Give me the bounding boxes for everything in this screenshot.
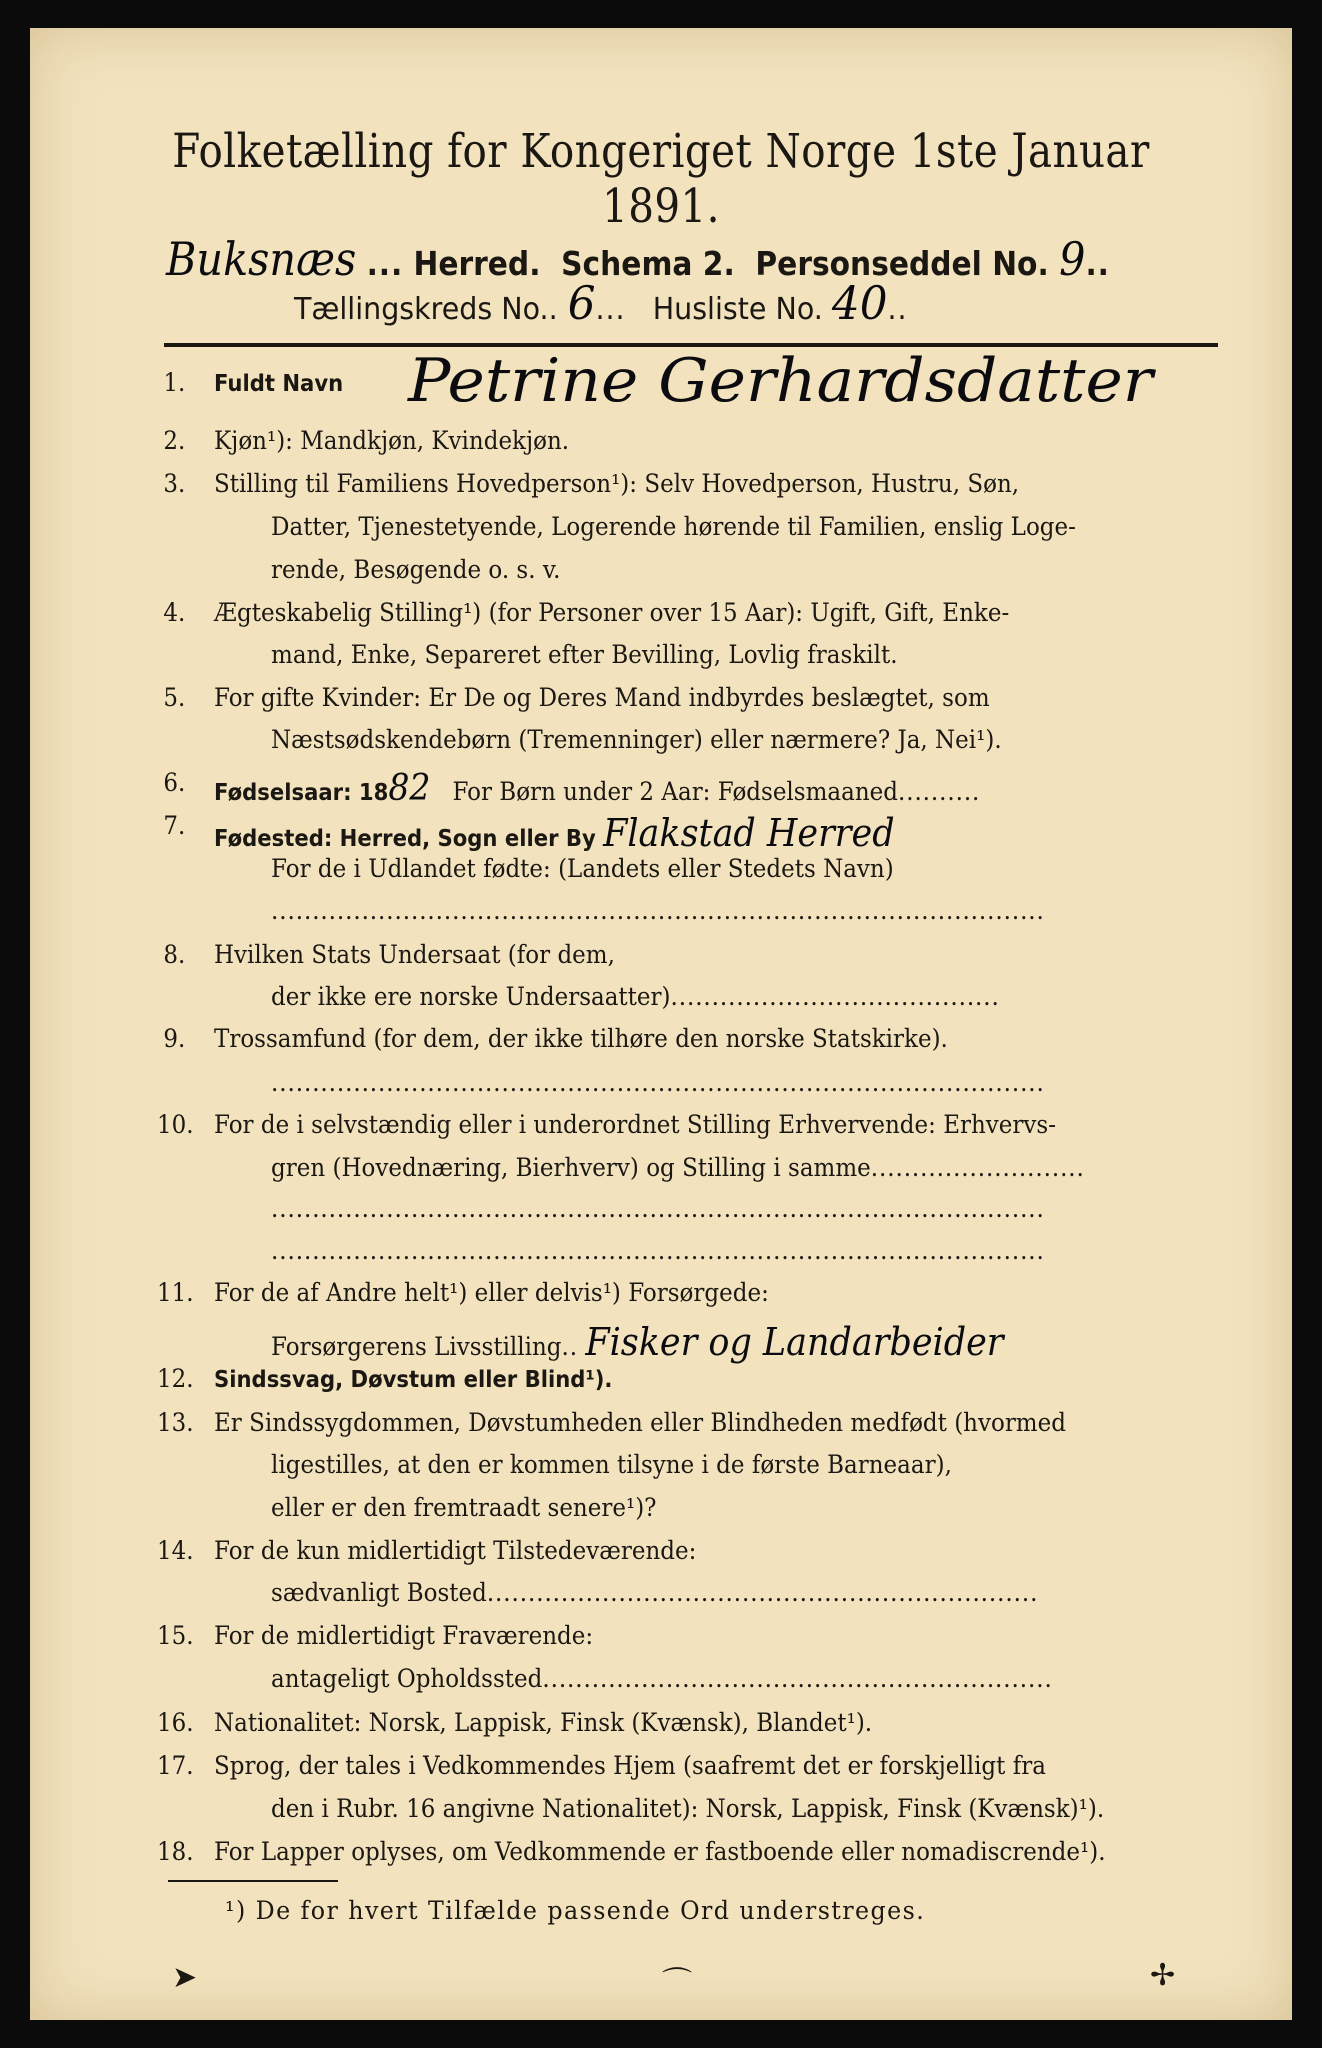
q5-text: For gifte Kvinder: Er De og Deres Mand indbyrdes beslægtet, som (214, 683, 990, 712)
husliste-label: Husliste No. (652, 292, 823, 327)
q9-number: 9. (163, 1024, 186, 1053)
q11-text: For de af Andre helt¹) eller delvis¹) Forsørgede: (214, 1278, 769, 1307)
q11-number: 11. (156, 1278, 194, 1307)
q11-line2: Forsørgerens Livsstilling (271, 1332, 562, 1361)
q7-label: Fødested: Herred, Sogn eller By (214, 826, 596, 852)
q3-line2: Datter, Tjenestetyende, Logerende hørende til Familien, enslig Loge- (271, 512, 1076, 541)
q3-number: 3. (163, 469, 186, 498)
q7-dotted-line: .............................................................................................. (271, 896, 1045, 925)
personseddel-label: Personseddel No. (755, 244, 1049, 283)
q5-line2: Næstsødskendebørn (Tremenninger) eller nærmere? Ja, Nei¹). (271, 725, 1002, 754)
husliste-value: 40 (831, 276, 888, 330)
footnote-rule (168, 1880, 338, 1882)
q13-line3: eller er den fremtraadt senere¹)? (271, 1493, 657, 1522)
q9-dotted-line: .............................................................................................. (271, 1068, 1045, 1097)
q16-text: Nationalitet: Norsk, Lappisk, Finsk (Kvænsk), Blandet¹). (214, 1708, 873, 1737)
birth-year-handwritten: 82 (388, 768, 431, 809)
q3-text: Stilling til Familiens Hovedperson¹): Selv Hovedperson, Hustru, Søn, (214, 469, 1020, 498)
corner-mark-right-icon: ✢ (1150, 1958, 1176, 1993)
footnote: ¹) De for hvert Tilfælde passende Ord understreges. (225, 1896, 926, 1925)
personseddel-value: 9 (1059, 232, 1086, 286)
corner-mark-center-icon: ⌒ (662, 1966, 692, 2001)
q15-text: For de midlertidigt Fraværende: (214, 1621, 594, 1650)
q8-text: Hvilken Stats Undersaat (for dem, (214, 940, 615, 969)
q17-line2: den i Rubr. 16 angivne Nationalitet): Norsk, Lappisk, Finsk (Kvænsk)¹). (271, 1794, 1105, 1823)
q16-number: 16. (156, 1708, 194, 1737)
header-line: Buksnæs ... Herred. Schema 2. Personseddel No. 9.. (166, 232, 1110, 286)
q1-number: 1. (163, 368, 186, 397)
kreds-line: Tællingskreds No.. 6... Husliste No. 40.. (294, 276, 908, 330)
form-title: Folketælling for Kongeriget Norge 1ste Januar 1891. (172, 124, 1150, 234)
birthplace-handwritten: Flakstad Herred (603, 811, 895, 855)
q4-number: 4. (163, 598, 186, 627)
q18-number: 18. (156, 1837, 194, 1866)
municipality-handwritten: Buksnæs (166, 232, 357, 286)
q13-text: Er Sindssygdommen, Døvstumheden eller Blindheden medfødt (hvormed (214, 1408, 1066, 1437)
q1-label: Fuldt Navn (214, 371, 344, 397)
q14-text: For de kun midlertidigt Tilstedeværende: (214, 1536, 697, 1565)
q10-dotted-line-2: .............................................................................................. (271, 1236, 1045, 1265)
kreds-label: Tællingskreds No. (294, 292, 549, 327)
q10-number: 10. (156, 1110, 194, 1139)
q4-text: Ægteskabelig Stilling¹) (for Personer over 15 Aar): Ugift, Gift, Enke- (214, 598, 1010, 627)
q8-line2: der ikke ere norske Undersaatter) (271, 982, 671, 1011)
q2-text: Kjøn¹): Mandkjøn, Kvindekjøn. (214, 426, 570, 455)
q14-number: 14. (156, 1536, 194, 1565)
q9-text: Trossamfund (for dem, der ikke tilhøre den norske Statskirke). (214, 1024, 948, 1053)
schema-label: Schema 2. (561, 244, 735, 283)
kreds-value: 6 (567, 276, 596, 330)
full-name-handwritten: Petrine Gerhardsdatter (408, 346, 1153, 416)
q13-line2: ligestilles, at den er kommen tilsyne i de første Barneaar), (271, 1450, 952, 1479)
q5-number: 5. (163, 683, 186, 712)
q4-line2: mand, Enke, Separeret efter Bevilling, Lovlig fraskilt. (271, 640, 898, 669)
q13-number: 13. (156, 1408, 194, 1437)
herred-label: Herred. (413, 244, 541, 283)
q2-number: 2. (163, 426, 186, 455)
q8-number: 8. (163, 940, 186, 969)
q15-line2: antageligt Opholdssted (271, 1664, 543, 1693)
q14-line2: sædvanligt Bosted (271, 1578, 487, 1607)
q6-label: Fødselsaar: 18 (214, 780, 389, 806)
q6-number: 6. (163, 768, 186, 797)
q17-text: Sprog, der tales i Vedkommendes Hjem (saafremt det er forskjelligt fra (214, 1751, 1046, 1780)
q10-line2: gren (Hovednæring, Bierhverv) og Stilling i samme (271, 1153, 871, 1182)
q3-line3: rende, Besøgende o. s. v. (271, 555, 561, 584)
q10-dotted-line-1: .............................................................................................. (271, 1194, 1045, 1223)
q12-label: Sindssvag, Døvstum eller Blind¹). (214, 1367, 613, 1393)
q10-text: For de i selvstændig eller i underordnet Stilling Erhvervende: Erhvervs- (214, 1110, 1056, 1139)
q7-number: 7. (163, 811, 186, 840)
census-form: Folketælling for Kongeriget Norge 1ste Januar 1891. Buksnæs ... Herred. Schema 2. Personseddel No. 9.. Tællingskreds No.. 6... Husliste No. 40.. 1. Fuldt Navn Petrine Gerhardsdatter 2. Kjøn¹): Mandkjøn, Kvindekjøn. 3. Stilling til Familiens Hovedperson¹): Selv Hovedperson, Hustru, Søn, Datter, Tjenestetyende, Logerende hørende til Familien, enslig Loge- rende, Besøgende o. s. v. 4. Ægteskabelig Stilling¹) (for Personer over 15 Aar): Ugift, Gift, Enke- mand, Enke, Separeret efter Bevilling, Lovlig fraskilt. 5. For gifte Kvinder: Er De og Deres Mand indbyrdes beslægtet, som Næstsødskendebørn (Tremenninger) eller nærmere? Ja, Nei¹). 6. Fødselsaar: 1882 For Børn under 2 Aar: Fødselsmaaned.......... 7. Fødested: Herred, Sogn eller By Flakstad Herred For de i Udlandet fødte: (Landets eller Stedets Navn) .............................................................................................. 8. Hvilken Stats Undersaat (for dem, der ikke ere norske Undersaatter)........................................ 9. Trossamfund (for dem, der ikke tilhøre den norske Statskirke). .............................................................................................. 10. For de i selvstændig eller i underordnet Stilling Erhvervende: Erhvervs- gren (Hovednæring, Bierhverv) og Stilling i samme.......................... .............................................................................................. .............................................................................................. 11. For de af Andre helt¹) eller delvis¹) Forsørgede: Forsørgerens Livsstilling.. Fisker og Landarbeider 12. Sindssvag, Døvstum eller Blind¹). 13. Er Sindssygdommen, Døvstumheden eller Blindheden medfødt (hvormed ligestilles, at den er kommen tilsyne i de første Barneaar), eller er den fremtraadt senere¹)? 14. For de kun midlertidigt Tilstedeværende: sædvanligt Bosted................................................................... 15. For de midlertidigt Fraværende: antageligt Opholdssted.............................................................. 16. Nationalitet: Norsk, Lappisk, Finsk (Kvænsk), Blandet¹). 17. Sprog, der tales i Vedkommendes Hjem (saafremt det er forskjelligt fra den i Rubr. 16 angivne Nationalitet): Norsk, Lappisk, Finsk (Kvænsk)¹). 18. For Lapper oplyses, om Vedkommende er fastboende eller nomadiscrende¹). ¹) De for hvert Tilfælde passende Ord understreges. ➤ ⌒ ✢ (30, 28, 1292, 2020)
q12-number: 12. (156, 1364, 194, 1393)
corner-mark-left-icon: ➤ (172, 1960, 198, 1995)
q15-number: 15. (156, 1621, 194, 1650)
provider-occupation-handwritten: Fisker og Landarbeider (585, 1320, 1004, 1364)
q6-text-b: For Børn under 2 Aar: Fødselsmaaned (452, 777, 898, 806)
q17-number: 17. (156, 1751, 194, 1780)
q7-line2: For de i Udlandet fødte: (Landets eller Stedets Navn) (271, 854, 894, 883)
q18-text: For Lapper oplyses, om Vedkommende er fastboende eller nomadiscrende¹). (214, 1837, 1106, 1866)
